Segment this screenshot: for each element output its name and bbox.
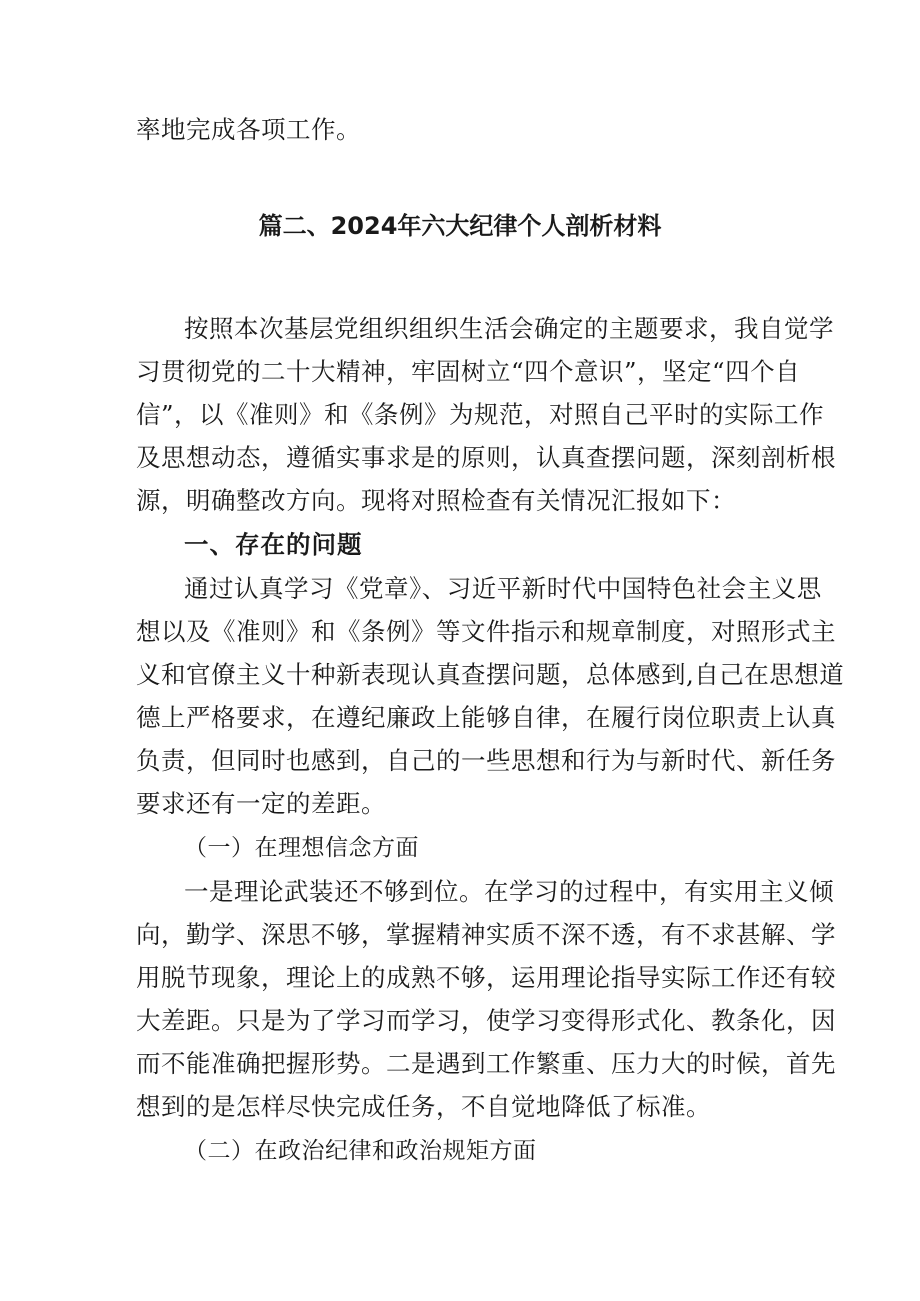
intro-line-3: 信”，以《准则》和《条例》为规范，对照自己平时的实际工作 [136,400,825,429]
subsection-heading-political-discipline: （二）在政治纪律和政治规矩方面 [184,1138,537,1164]
intro-line-5: 源，明确整改方向。现将对照检查有关情况汇报如下： [136,486,736,515]
subsection1-line-2: 向，勤学、深思不够，掌握精神实质不深不透，有不求甚解、学 [136,920,836,949]
intro-line-4: 及思想动态，遵循实事求是的原则，认真查摆问题，深刻剖析根 [136,443,836,472]
section1-line-1: 通过认真学习《党章》、习近平新时代中国特色社会主义思 [184,574,822,603]
section-heading-problems: 一、存在的问题 [184,530,363,559]
section1-line-6: 要求还有一定的差距。 [136,789,386,818]
subsection1-line-6: 想到的是怎样尽快完成任务，不自觉地降低了标准。 [136,1092,711,1121]
section1-line-3: 义和官僚主义十种新表现认真查摆问题，总体感到,自己在思想道 [136,660,845,689]
subsection-heading-ideals: （一）在理想信念方面 [184,835,419,861]
section1-line-2: 想以及《准则》和《条例》等文件指示和规章制度，对照形式主 [136,617,836,646]
subsection1-line-5: 而不能准确把握形势。二是遇到工作繁重、压力大的时候，首先 [136,1049,836,1078]
subsection1-line-1: 一是理论武装还不够到位。在学习的过程中，有实用主义倾 [184,877,834,906]
document-title: 篇二、2024年六大纪律个人剖析材料 [258,212,662,240]
intro-line-2: 习贯彻党的二十大精神，牢固树立“四个意识”，坚定“四个自 [136,357,801,386]
intro-line-1: 按照本次基层党组织组织生活会确定的主题要求，我自觉学 [184,314,834,343]
section1-line-4: 德上严格要求，在遵纪廉政上能够自律，在履行岗位职责上认真 [136,703,836,732]
section1-line-5: 负责，但同时也感到，自己的一些思想和行为与新时代、新任务 [136,746,836,775]
subsection1-line-4: 大差距。只是为了学习而学习，使学习变得形式化、教条化，因 [136,1006,836,1035]
top-fragment-text: 率地完成各项工作。 [136,115,361,144]
subsection1-line-3: 用脱节现象，理论上的成熟不够，运用理论指导实际工作还有较 [136,963,836,992]
